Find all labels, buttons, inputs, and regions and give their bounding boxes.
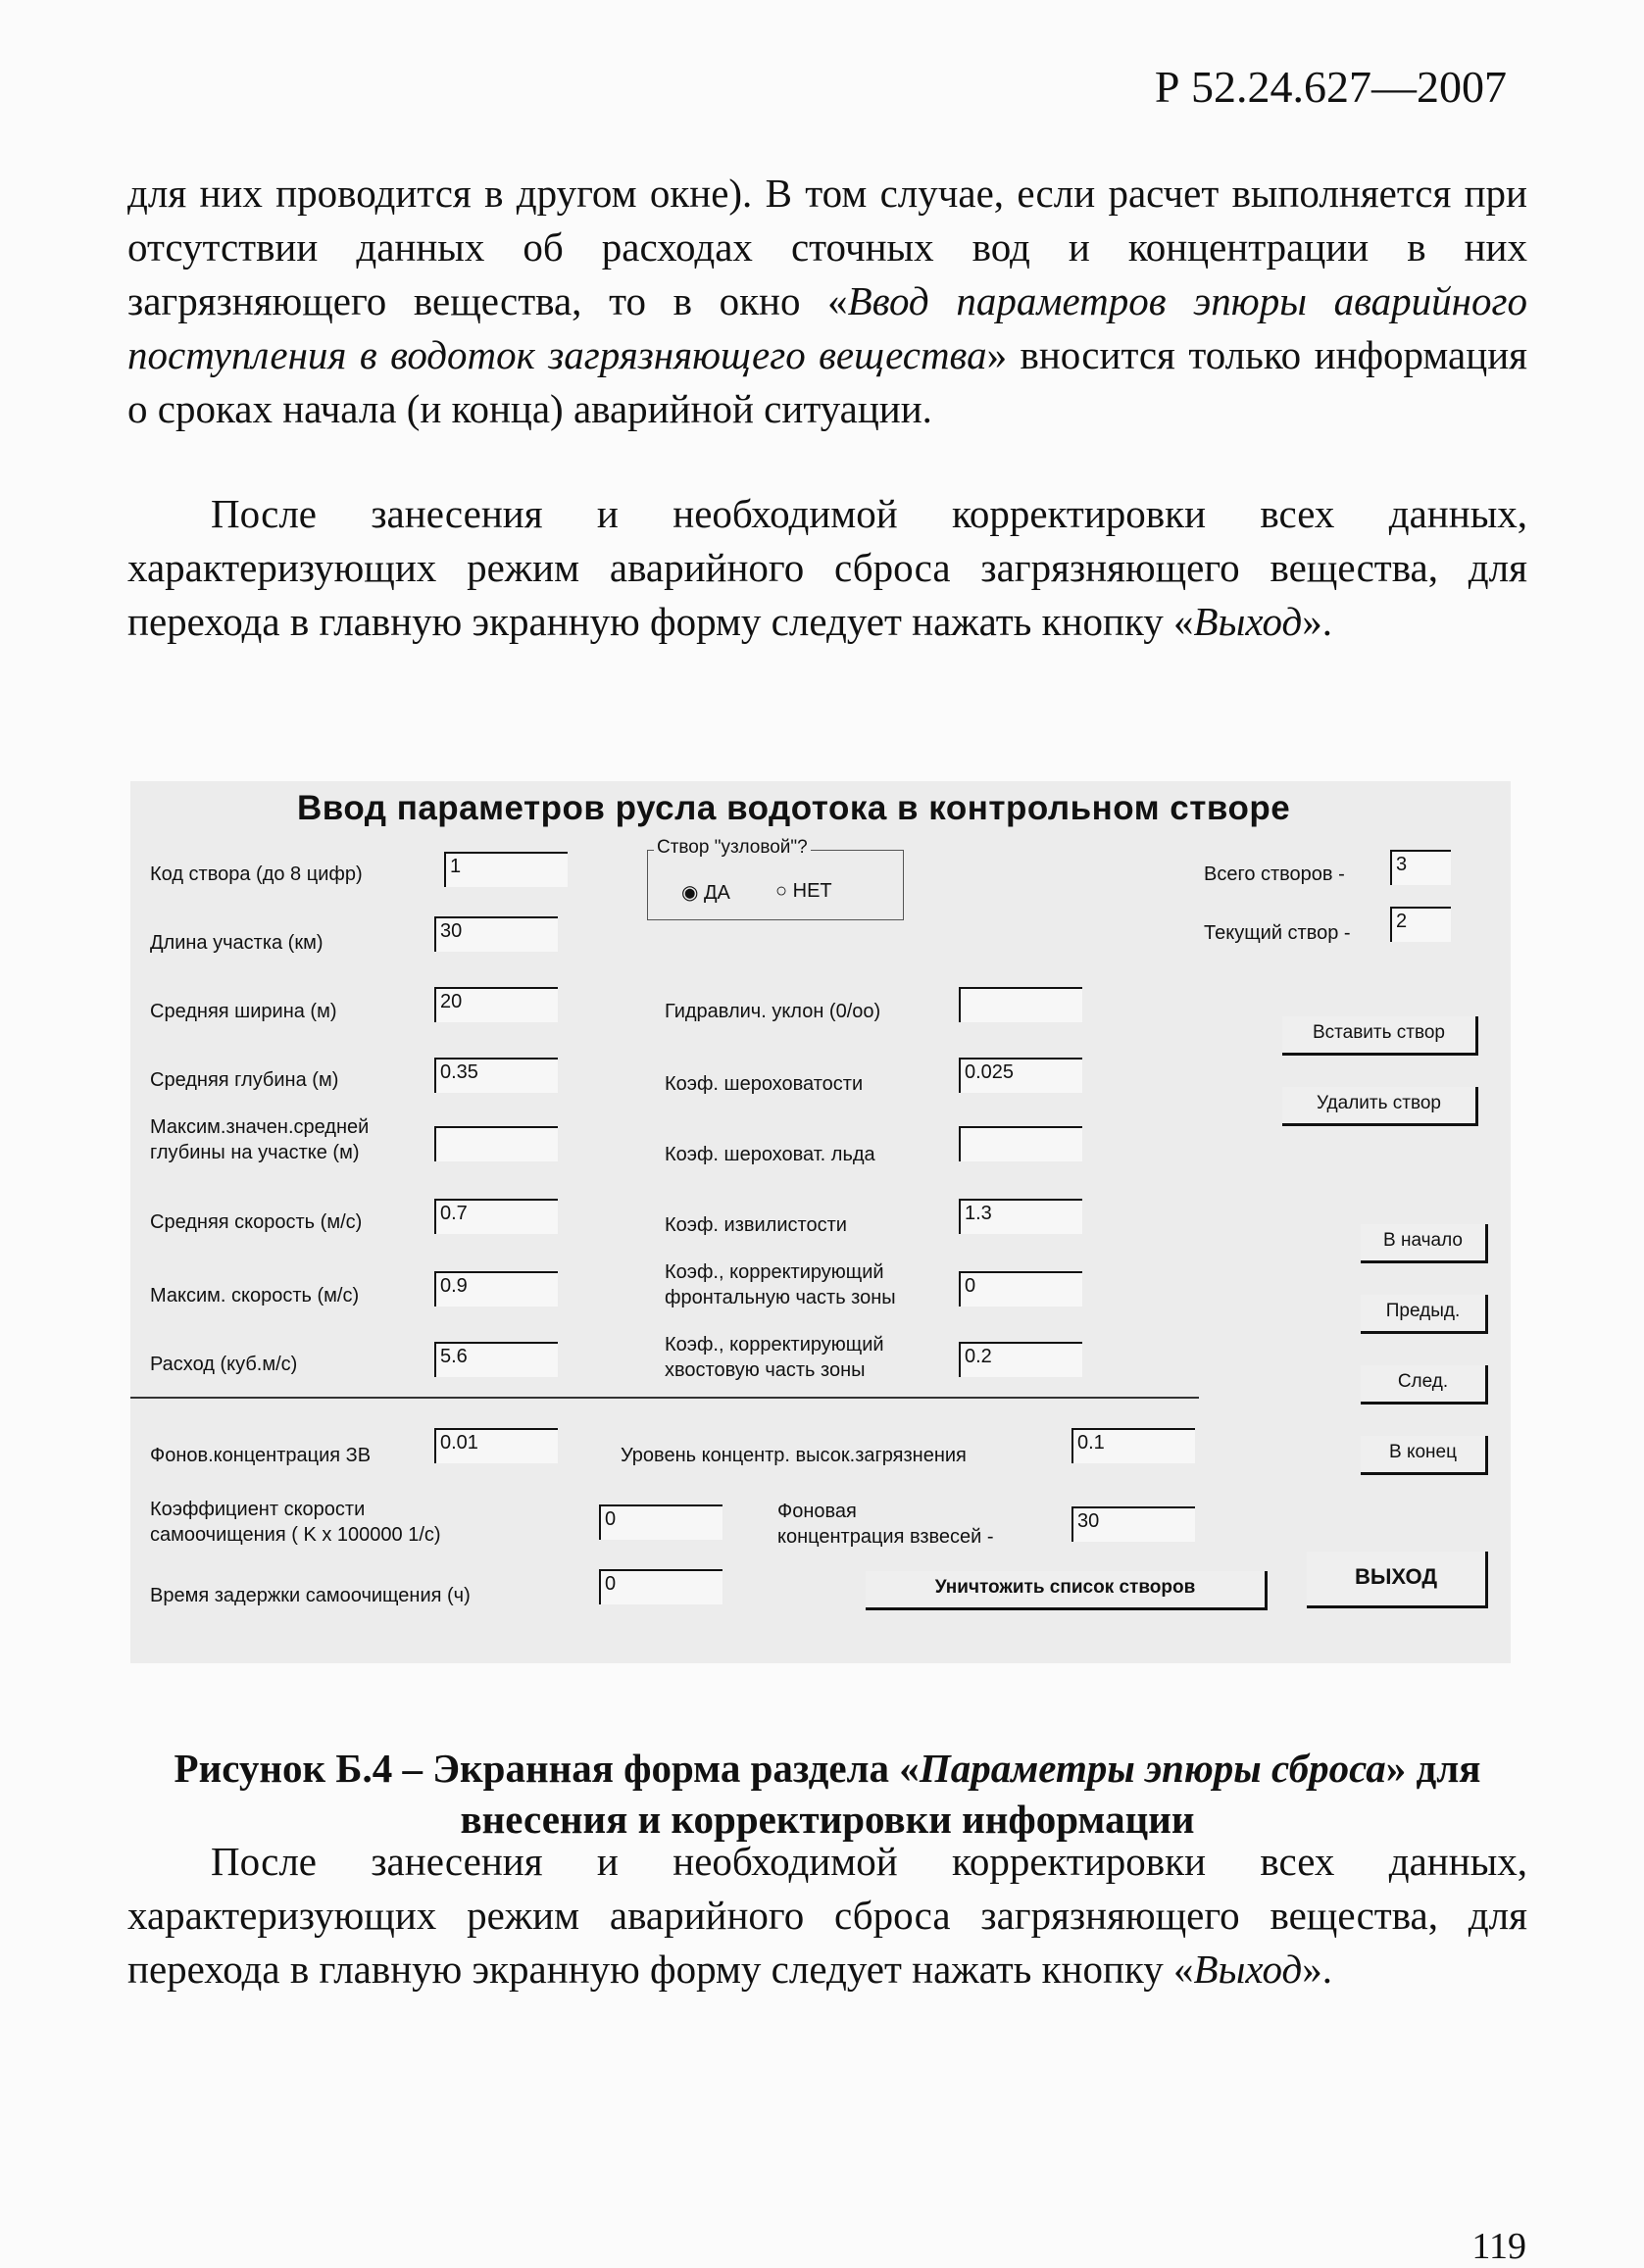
width-input[interactable]: 20: [434, 987, 558, 1022]
caption-italic: Параметры эпюры сброса: [919, 1746, 1386, 1791]
code-input[interactable]: 1: [444, 852, 568, 887]
rough-label: Коэф. шероховатости: [665, 1073, 864, 1095]
delay-input[interactable]: 0: [599, 1569, 722, 1604]
length-label: Длина участка (км): [150, 932, 324, 954]
maxdepth-input[interactable]: [434, 1126, 558, 1161]
selfclean-input[interactable]: 0: [599, 1504, 722, 1540]
depth-label: Средняя глубина (м): [150, 1069, 339, 1091]
front-input[interactable]: 0: [959, 1271, 1082, 1307]
delay-label: Время задержки самоочищения (ч): [150, 1585, 471, 1606]
maxdepth-label-1: Максим.значен.средней: [150, 1116, 370, 1138]
current-label: Текущий створ -: [1204, 922, 1351, 944]
front-label-1: Коэф., корректирующий: [665, 1261, 884, 1283]
form-title: Ввод параметров русла водотока в контрольном створе: [297, 789, 1291, 827]
paragraph-2-italic: Выход: [1193, 599, 1303, 644]
selfclean-label-1: Коэффициент скорости: [150, 1499, 366, 1520]
radio-no[interactable]: ○ НЕТ: [775, 880, 832, 902]
paragraph-2-end: ».: [1302, 599, 1332, 644]
susp-label-2: концентрация взвесей -: [777, 1526, 994, 1548]
form-screenshot: [130, 781, 1511, 1663]
paragraph-1-text: для них проводится в другом окне). В том случае, если расчет выполняется при отсутствии данных об расходах сточных вод и концентрации в них загрязняющего вещества, то в окно «: [127, 171, 1527, 323]
flow-label: Расход (куб.м/с): [150, 1354, 298, 1375]
paragraph-3-italic: Выход: [1193, 1947, 1303, 1992]
node-group: [647, 837, 904, 920]
paragraph-1: [127, 167, 1527, 436]
radio-yes[interactable]: ◉ ДА: [681, 882, 730, 904]
maxdepth-label-2: глубины на участке (м): [150, 1142, 360, 1163]
radio-no-label: НЕТ: [792, 880, 832, 902]
rough-input[interactable]: 0.025: [959, 1058, 1082, 1093]
tail-label-2: хвостовую часть зоны: [665, 1359, 866, 1381]
slope-input[interactable]: [959, 987, 1082, 1022]
caption-prefix: Рисунок Б.4 – Экранная форма раздела «: [174, 1746, 920, 1791]
maxspeed-input[interactable]: 0.9: [434, 1271, 558, 1307]
delete-section-button[interactable]: Удалить створ: [1282, 1087, 1478, 1126]
tail-label-1: Коэф., корректирующий: [665, 1334, 884, 1356]
high-input[interactable]: 0.1: [1071, 1428, 1195, 1463]
tail-input[interactable]: 0.2: [959, 1342, 1082, 1377]
sinu-input[interactable]: 1.3: [959, 1199, 1082, 1234]
slope-label: Гидравлич. уклон (0/оо): [665, 1001, 881, 1022]
paragraph-3-text: После занесения и необходимой корректировки всех данных, характеризующих режим аварийного сброса загрязняющего вещества, для перехода в главную экранную форму следует нажать кнопку «: [127, 1839, 1527, 1992]
speed-label: Средняя скорость (м/с): [150, 1211, 363, 1233]
exit-button[interactable]: ВЫХОД: [1307, 1552, 1488, 1608]
high-label: Уровень концентр. высок.загрязнения: [621, 1445, 967, 1466]
node-group-label: Створ "узловой"?: [654, 837, 811, 859]
prev-button[interactable]: Предыд.: [1361, 1295, 1488, 1334]
code-label: Код створа (до 8 цифр): [150, 863, 363, 885]
separator-line: [130, 1397, 1199, 1399]
paragraph-2: [127, 487, 1527, 649]
bg-label: Фонов.концентрация ЗВ: [150, 1445, 372, 1466]
selfclean-label-2: самоочищения ( K x 100000 1/с): [150, 1524, 441, 1546]
susp-label-1: Фоновая: [777, 1501, 857, 1522]
first-button[interactable]: В начало: [1361, 1224, 1488, 1263]
bg-input[interactable]: 0.01: [434, 1428, 558, 1463]
susp-input[interactable]: 30: [1071, 1506, 1195, 1542]
last-button[interactable]: В конец: [1361, 1436, 1488, 1475]
next-button[interactable]: След.: [1361, 1365, 1488, 1405]
speed-input[interactable]: 0.7: [434, 1199, 558, 1234]
paragraph-1-italic: Ввод параметров эпюры аварийного поступления в водоток загрязняющего вещества: [127, 278, 1527, 377]
destroy-list-button[interactable]: Уничтожить список створов: [866, 1571, 1268, 1610]
figure-caption: [127, 1743, 1527, 1845]
width-label: Средняя ширина (м): [150, 1001, 337, 1022]
total-label: Всего створов -: [1204, 863, 1345, 885]
length-input[interactable]: 30: [434, 916, 558, 952]
current-input[interactable]: 2: [1390, 907, 1451, 942]
paragraph-2-text: После занесения и необходимой корректировки всех данных, характеризующих режим аварийного сброса загрязняющего вещества, для перехода в главную экранную форму следует нажать кнопку «: [127, 491, 1527, 644]
front-label-2: фронтальную часть зоны: [665, 1287, 896, 1308]
paragraph-1-text-end: » вносится только информация о сроках начала (и конца) аварийной ситуации.: [127, 332, 1527, 431]
flow-input[interactable]: 5.6: [434, 1342, 558, 1377]
maxspeed-label: Максим. скорость (м/с): [150, 1285, 360, 1307]
paragraph-3: [127, 1835, 1527, 1997]
sinu-label: Коэф. извилистости: [665, 1214, 847, 1236]
caption-suffix: » для внесения и корректировки информации: [460, 1746, 1481, 1842]
ice-label: Коэф. шероховат. льда: [665, 1144, 875, 1165]
paragraph-3-end: ».: [1302, 1947, 1332, 1992]
insert-section-button[interactable]: Вставить створ: [1282, 1016, 1478, 1056]
depth-input[interactable]: 0.35: [434, 1058, 558, 1093]
document-code: Р 52.24.627—2007: [1154, 62, 1507, 112]
total-input[interactable]: 3: [1390, 850, 1451, 885]
ice-input[interactable]: [959, 1126, 1082, 1161]
radio-yes-label: ДА: [704, 882, 730, 904]
page-number: 119: [1471, 2226, 1526, 2267]
